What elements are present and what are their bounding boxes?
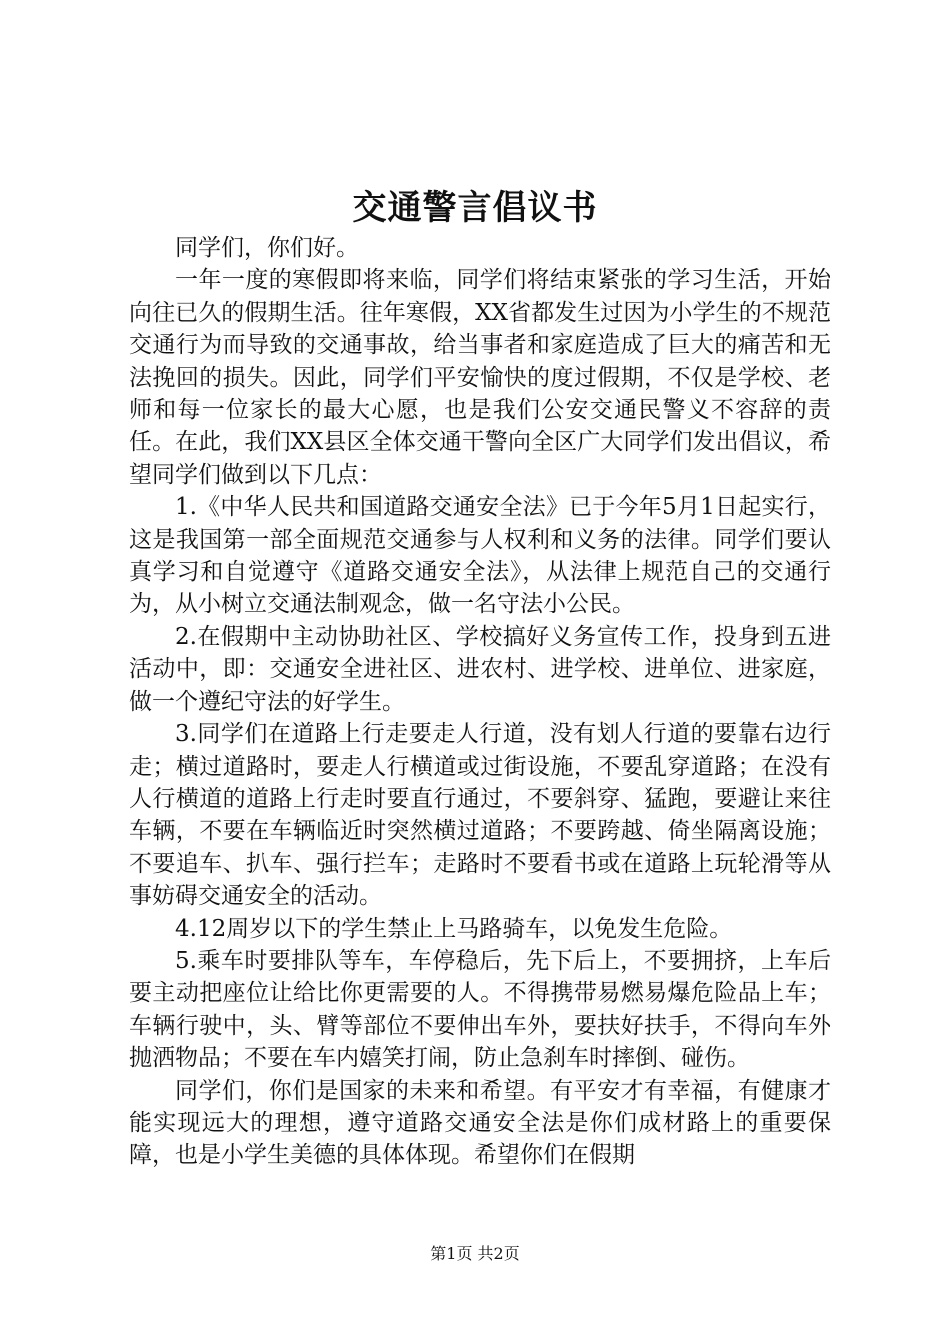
paragraph-item-3: 3.同学们在道路上行走要走人行道，没有划人行道的要靠右边行走；横过道路时，要走人行横道或过街设施，不要乱穿道路；在没有人行横道的道路上行走时要直行通过，不要斜穿、猛跑，要避让来往车辆，不要在车辆临近时突然横过道路；不要跨越、倚坐隔离设施；不要追车、扒车、强行拦车；走路时不要看书或在道路上玩轮滑等从事妨碍交通安全的活动。 — [129, 721, 831, 910]
paragraph-intro: 一年一度的寒假即将来临，同学们将结束紧张的学习生活，开始向往已久的假期生活。往年寒假，XX省都发生过因为小学生的不规范交通行为而导致的交通事故，给当事者和家庭造成了巨大的痛苦和无法挽回的损失。因此，同学们平安愉快的度过假期，不仅是学校、老师和每一位家长的最大心愿，也是我们公安交通民警义不容辞的责任。在此，我们XX县区全体交通干警向全区广大同学们发出倡议，希望同学们做到以下几点： — [129, 267, 831, 488]
page-footer: 第1页 共2页 — [430, 1244, 520, 1263]
paragraph-item-1: 1.《中华人民共和国道路交通安全法》已于今年5月1日起实行，这是我国第一部全面规范交通参与人权利和义务的法律。同学们要认真学习和自觉遵守《道路交通安全法》，从法律上规范自己的交通行为，从小树立交通法制观念，做一名守法小公民。 — [129, 494, 831, 618]
paragraph-item-5: 5.乘车时要排队等车，车停稳后，先下后上，不要拥挤，上车后要主动把座位让给比你更需要的人。不得携带易燃易爆危险品上车；车辆行驶中，头、臂等部位不要伸出车外，要扶好扶手，不得向车外抛洒物品；不要在车内嬉笑打闹，防止急刹车时摔倒、碰伤。 — [129, 947, 831, 1072]
paragraph-closing: 同学们，你们是国家的未来和希望。有平安才有幸福，有健康才能实现远大的理想，遵守道路交通安全法是你们成材路上的重要保障，也是小学生美德的具体体现。希望你们在假期 — [129, 1077, 831, 1169]
paragraph-greeting: 同学们，你们好。 — [175, 235, 359, 261]
document-body — [129, 232, 831, 1172]
document-title: 交通警言倡议书 — [352, 188, 598, 228]
paragraph-item-2: 2.在假期中主动协助社区、学校搞好义务宣传工作，投身到五进活动中，即：交通安全进社区、进农村、进学校、进单位、进家庭，做一个遵纪守法的好学生。 — [129, 623, 831, 715]
paragraph-item-4: 4.12周岁以下的学生禁止上马路骑车，以免发生危险。 — [175, 915, 733, 942]
